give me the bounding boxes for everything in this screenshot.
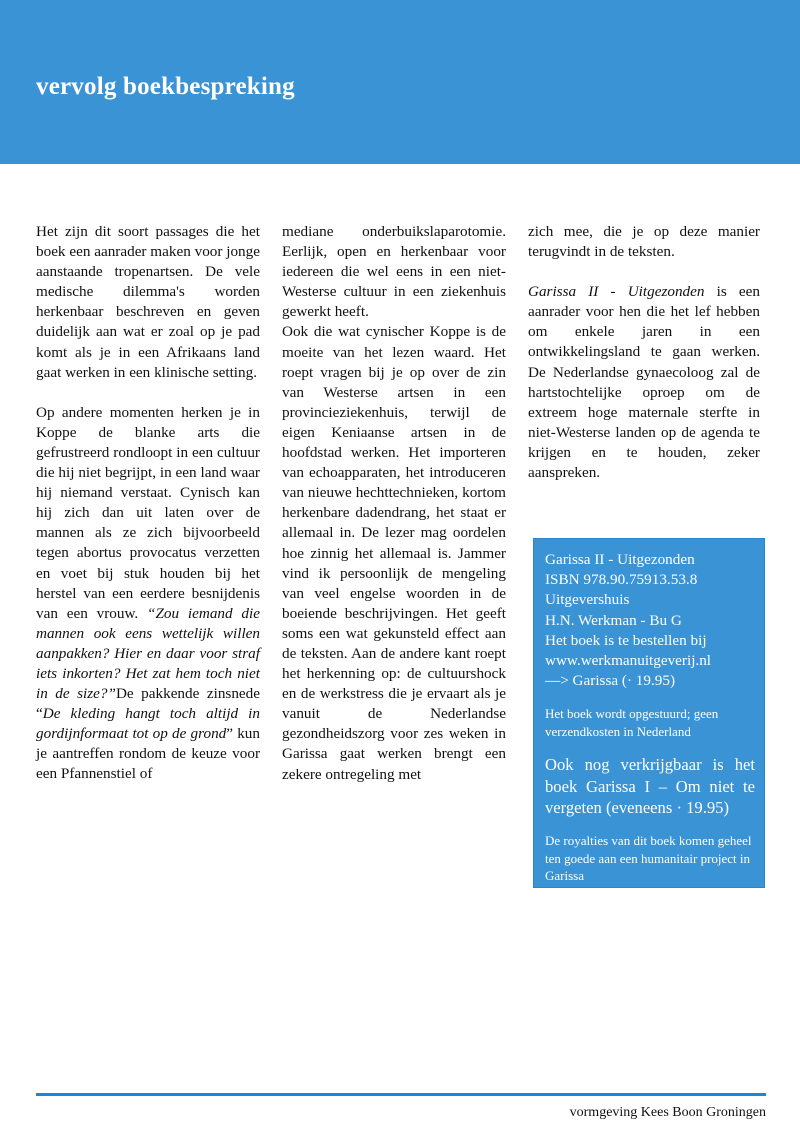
book-info-royalties-note: De royalties van dit boek komen geheel ten goede aan een humanitair project in Garissa <box>545 833 752 884</box>
paragraph-c3-p2 <box>528 282 760 483</box>
book-info-imprint: H.N. Werkman - Bu G <box>545 611 682 629</box>
paragraph-c1-p2-text-b: De pakkende zinsnede “ <box>36 685 260 723</box>
book-info-publisher: Uitgevershuis <box>545 591 630 609</box>
paragraph-c3-p1: zich mee, die je op deze manier terugvindt in de teksten. <box>528 223 760 261</box>
book-info-price: —> Garissa (· 19.95) <box>545 672 676 690</box>
paragraph-c1-p2-text-a: Op andere momenten herken je in Koppe de blanke arts die gefrustreerd rondloopt in een cultuur die hij niet begrijpt, in een land waar hij niemand verstaat. Cynisch kan hij zich dan uit laten over de mannen als ze zich bijvoorbeeld tegen abortus provocatus verzetten en voet bij stuk houden bij het herstel van een eerdere besnijdenis van een vrouw. <box>36 403 260 622</box>
book-info-website-link[interactable]: www.werkmanuitgeverij.nl <box>545 652 712 670</box>
header-banner <box>0 0 800 164</box>
book-info-other-title: Ook nog verkrijgbaar is het boek Garissa I – Om niet te vergeten (eveneens · 19.95) <box>545 755 755 818</box>
book-info-isbn: ISBN 978.90.75913.53.8 <box>545 571 698 589</box>
paragraph-c1-quote-1: “Zou iemand die mannen ook eens wettelijk willen aanpakken? Hier en daar voor straf iets inkorten? Het zat hem toch niet in de size?” <box>36 604 260 703</box>
footer-credit: vormgeving Kees Boon Groningen <box>569 1105 766 1120</box>
book-info-shipping-note: Het boek wordt opgestuurd; geen verzendkosten in Nederland <box>545 706 719 739</box>
paragraph-c2-p1: mediane onderbuikslaparotomie. Eerlijk, open en herkenbaar voor iedereen die wel eens in een niet-Westerse cultuur in een ziekenhuis gewerkt heeft. <box>282 223 506 321</box>
paragraph-c1-p2-text-c: ” kun je aantreffen rondom de keuze voor een Pfannenstiel of <box>36 725 260 783</box>
footer-divider <box>36 1093 766 1096</box>
book-info-box <box>533 538 765 888</box>
book-title-inline: Garissa II - Uitgezonden <box>528 283 705 301</box>
article-column-2 <box>282 222 506 785</box>
book-info-title: Garissa II - Uitgezonden <box>545 551 695 568</box>
page-title: vervolg boekbespreking <box>36 73 295 100</box>
paragraph-c1-quote-2: De kleding hangt toch altijd in gordijnformaat tot op de grond <box>36 705 260 743</box>
book-info-details <box>545 550 755 691</box>
paragraph-c1-p1: Het zijn dit soort passages die het boek een aanrader maken voor jonge aanstaande tropenartsen. De vele medische dilemma's worden herkenbaar beschreven en geven duidelijk aan wat er zoal op je pad komt als je in een Afrikaans land gaat werken in een klinische setting. <box>36 223 260 381</box>
paragraph-c2-p2: Ook die wat cynischer Koppe is de moeite van het lezen waard. Het roept vragen bij je op over de zin van Westerse artsen in een provincieziekenhuis, terwijl de eigen Keniaanse artsen in de hoofdstad werken. Het importeren van echoapparaten, het introduceren van nieuwe hechttechnieken, kortom herkenbare dadendrang, het staat er allemaal in. De lezer mag oordelen hoe zinnig het allemaal is. Jammer vind ik persoonlijk de mengeling van veel engelse woorden in de boeiende beschrijvingen. Het geeft soms een wat gekunsteld effect aan de teksten. Aan de andere kant roept het herkenning op: de cultuurshock en de werkstress die je ervaart als je vanuit de Nederlandse gezondheidszorg voor zes weken in Garissa gaat werken brengt een zekere ontregeling met <box>282 323 506 783</box>
paragraph-c1-p2 <box>36 403 260 785</box>
paragraph-c3-p2-text: is een aanrader voor hen die het lef hebben om enkele jaren in een ontwikkelingsland te gaan werken. De Nederlandse gynaecoloog zal de hartstochtelijke oproep om de extreem hoge maternale sterfte in niet-Westerse landen op de agenda te krijgen en te houden, zeker aanspreken. <box>528 283 760 482</box>
article-column-1 <box>36 222 260 785</box>
book-info-order-text: Het boek is te bestellen bij <box>545 631 707 649</box>
article-column-3 <box>528 222 760 483</box>
